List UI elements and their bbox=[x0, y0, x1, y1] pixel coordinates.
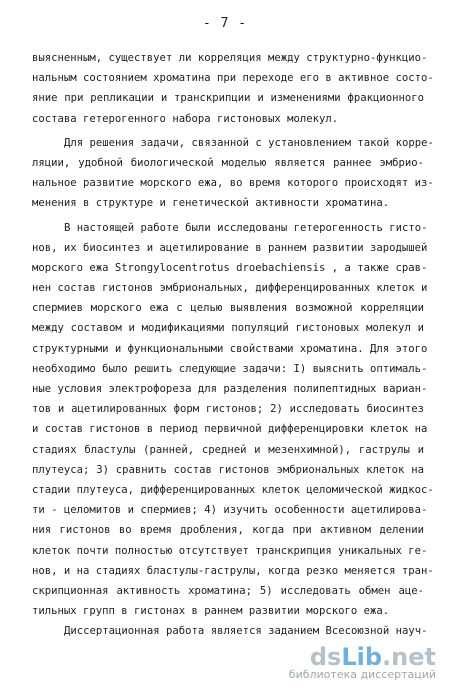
text-line: скрипционная активность хроматина; 5) исследовать обмен аце- bbox=[32, 584, 424, 597]
dslib-tagline: библиотека диссертаций bbox=[288, 668, 436, 681]
text-line: нальным состоянием хроматина при переходе его в активное состо- bbox=[32, 72, 434, 85]
text-line: стадиях бластулы (ранней, средней и мезенхимной), гаструлы и bbox=[32, 443, 424, 456]
text-line: Для решения задачи, связанной с установлением такой корре- bbox=[64, 136, 434, 149]
text-line: необходимо было решить следующие задачи: I) выяснить оптималь- bbox=[32, 362, 428, 375]
text-line: ния гистонов во время дробления, когда при активном делении bbox=[32, 524, 424, 537]
text-line: клеток почти полностью отсутствует транскрипция уникальных ге- bbox=[32, 544, 428, 557]
text-line: нов, и на стадиях бластулы-гаструлы, когда резко меняется тран- bbox=[32, 564, 434, 577]
text-line: тильных групп в гистонах в раннем развитии морского ежа. bbox=[32, 605, 390, 618]
text-line: ти - целомитов и спермиев; 4) изучить особенности ацетилирова- bbox=[32, 504, 428, 517]
text-line: структурными и функциональными свойствами хроматина. Для этого bbox=[32, 342, 428, 355]
text-line: ляции, удобной биологической моделью является раннее эмбрио- bbox=[32, 156, 424, 169]
text-line: стадии плутеуса, дифференцированных клеток целомической жидкос- bbox=[32, 483, 434, 496]
text-line: ные условия электрофореза для разделения полипептидных вариан- bbox=[32, 383, 428, 395]
text-line: состава гетерогенного набора гистоновых молекул. bbox=[32, 112, 339, 125]
paragraph bbox=[32, 218, 434, 622]
text-line: между составом и модификациями популяций гистоновых молекул и bbox=[32, 322, 424, 335]
text-line: плутеуса; 3) сравнить состав гистонов эмбриональных клеток на bbox=[32, 463, 424, 476]
paragraph bbox=[32, 48, 434, 129]
text-line: нальное развитие морского ежа, во время которого происходят из- bbox=[32, 177, 434, 190]
dslib-watermark bbox=[289, 644, 436, 682]
page-number: - 7 - bbox=[202, 16, 248, 31]
paragraph bbox=[32, 133, 434, 214]
text-line: спермиев морского ежа с целью выявления возможной корреляции bbox=[32, 302, 424, 315]
text-line: Диссертационная работа является заданием Всесоюзной науч- bbox=[64, 625, 428, 638]
dslib-logo: dsLib.net bbox=[309, 643, 436, 671]
text-line: яние при репликации и транскрипции и изменениями фракционного bbox=[32, 92, 424, 105]
text-line: менения в структуре и генетической активности хроматина. bbox=[32, 197, 390, 210]
paragraph bbox=[32, 621, 428, 641]
text-line: нов, их биосинтез и ацетилирование в раннем развитии зародышей bbox=[32, 241, 428, 254]
body-text bbox=[32, 48, 434, 641]
text-line: нен состав гистонов эмбриональных, дифференцированных клеток и bbox=[32, 282, 428, 295]
text-line: и состав гистонов в период первичной дифференцировки клеток на bbox=[32, 423, 428, 436]
text-line: морского ежа Strongylocentrotus droebachiensis , а также срав- bbox=[32, 261, 428, 274]
text-line: тов и ацетилированных форм гистонов; 2) исследовать биосинтез bbox=[32, 403, 424, 416]
text-line: выясненным, существует ли корреляция между структурно-функцио- bbox=[32, 52, 428, 64]
text-line: В настоящей работе были исследованы гетерогенность гисто- bbox=[64, 221, 428, 234]
